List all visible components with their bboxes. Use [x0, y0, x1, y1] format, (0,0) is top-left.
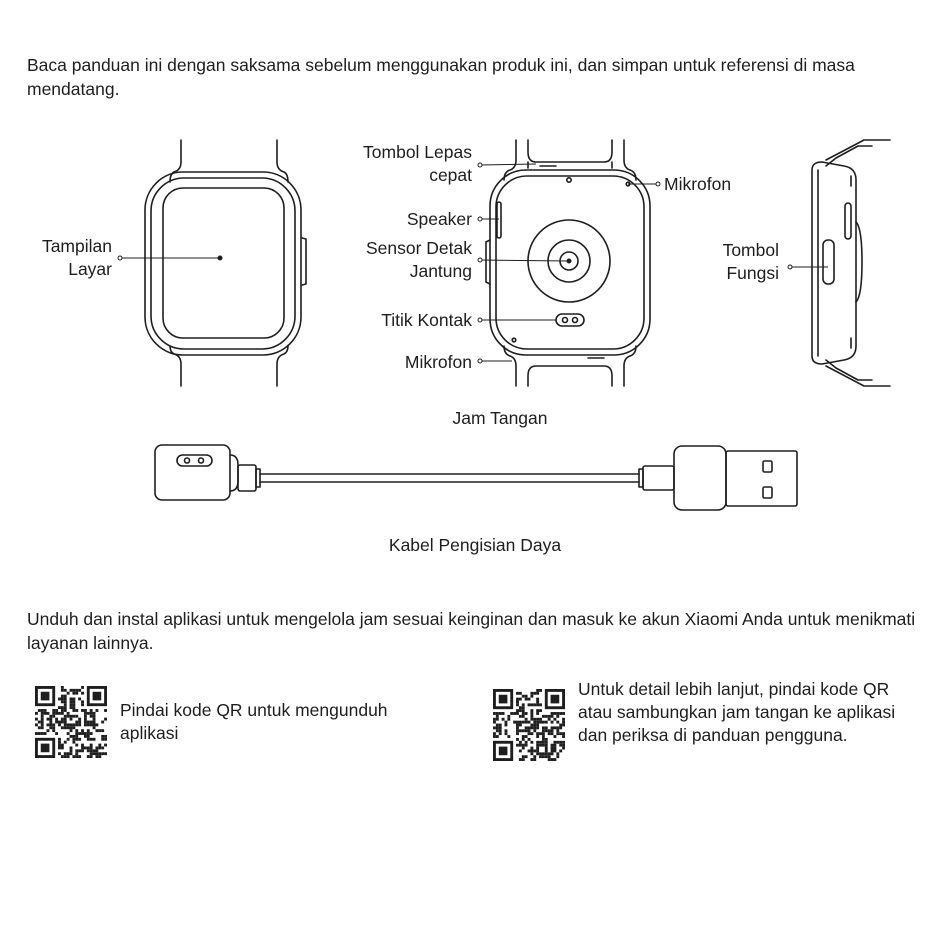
- intro-paragraph: Baca panduan ini dengan saksama sebelum menggunakan produk ini, dan simpan untuk referensi di masa mendatang.: [27, 55, 855, 99]
- label-quick-release-button: [363, 141, 472, 187]
- label-line: Jantung: [409, 261, 472, 281]
- label-line: Tombol Lepas: [363, 142, 472, 162]
- caption-watch: Jam Tangan: [452, 408, 548, 428]
- label-speaker: Speaker: [406, 209, 472, 229]
- label-line: Sensor Detak: [365, 238, 472, 258]
- qr-code-app-download: [35, 686, 107, 758]
- label-function-button: [723, 239, 779, 285]
- label-line: Tombol: [722, 240, 779, 260]
- label-microphone-bottom: Mikrofon: [404, 352, 472, 372]
- qr-code-user-guide: [493, 689, 565, 761]
- label-contact-points: Titik Kontak: [381, 310, 472, 330]
- watch-side-illustration: [812, 140, 890, 386]
- label-line: cepat: [429, 165, 472, 185]
- caption-charging-cable: Kabel Pengisian Daya: [388, 535, 562, 555]
- qr-left-text: Pindai kode QR untuk mengunduh aplikasi: [120, 700, 388, 743]
- label-line: Fungsi: [726, 263, 779, 283]
- label-microphone-top: Mikrofon: [664, 174, 732, 194]
- label-heart-rate-sensor: [366, 237, 472, 283]
- watch-front-illustration: [145, 140, 306, 386]
- app-paragraph: Unduh dan instal aplikasi untuk mengelola jam sesuai keinginan dan masuk ke akun Xiaomi Anda untuk menikmati layanan lainnya.: [27, 609, 916, 653]
- label-line: Layar: [68, 259, 112, 279]
- label-screen-display: [42, 235, 112, 281]
- qr-right-text: Untuk detail lebih lanjut, pindai kode QR atau sambungkan jam tangan ke aplikasi dan periksa di panduan pengguna.: [578, 679, 896, 745]
- label-line: Tampilan: [41, 236, 112, 256]
- charging-cable-illustration: [155, 445, 797, 510]
